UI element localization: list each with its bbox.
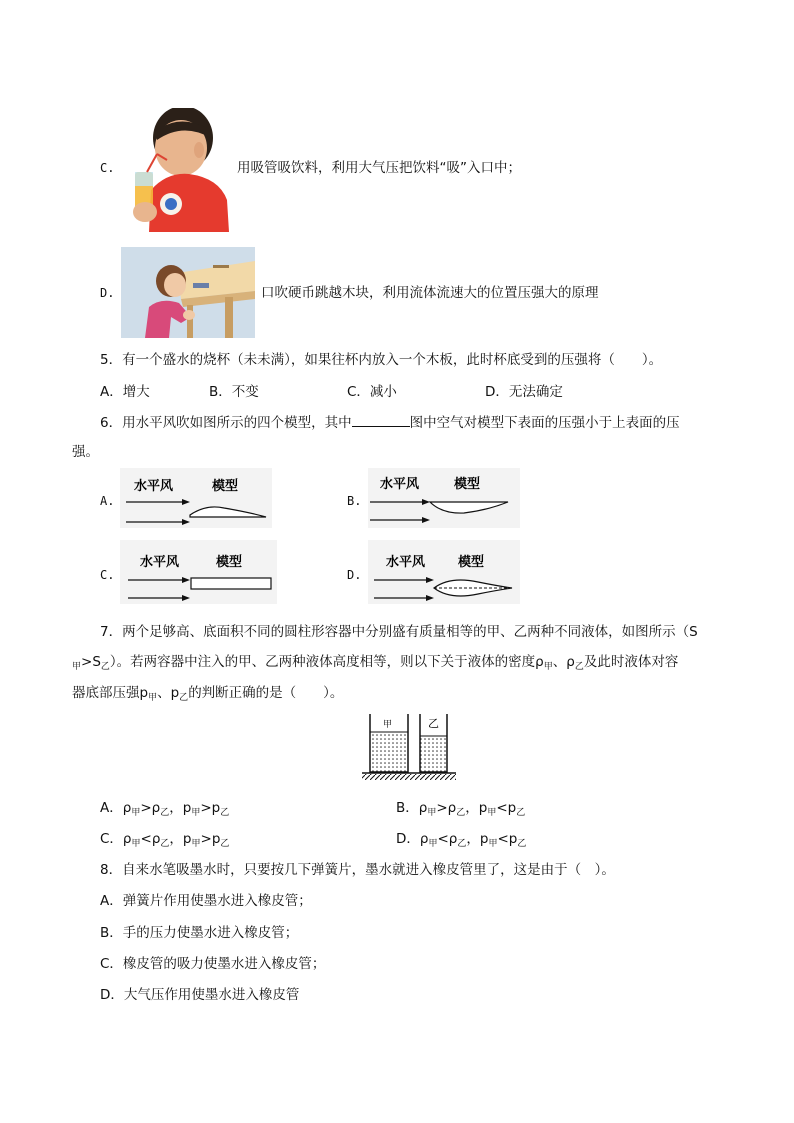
fig-c-label: C. (100, 568, 115, 582)
q5-stem: 5．有一个盛水的烧杯（未未满），如果往杯内放入一个木板，此时杯底受到的压强将（ ）。 (100, 352, 663, 368)
q7-stem-line2: $_甲>S_乙$）。若两容器中注入的甲、乙两种液体高度相等，则以下关于液体的密度$\rho_甲$、$\rho_乙$及此时液体对容 (72, 654, 679, 672)
answer-blank (352, 412, 410, 427)
q5-option-c: C．减小 (347, 384, 397, 400)
q8-option-d: D．大气压作用使墨水进入橡皮管 (100, 987, 300, 1003)
q7-option-b: B．$\rho_甲>\rho_乙$，$p_甲<p_乙$ (396, 800, 526, 818)
q5-option-b: B．不变 (209, 384, 259, 400)
q8-option-c: C．橡皮管的吸力使墨水进入橡皮管； (100, 956, 326, 972)
containers-figure (360, 710, 458, 784)
q7-stem-line3: 器底部压强$p_甲$、$p_乙$的判断正确的是（ ）。 (72, 685, 344, 703)
model-label: 模型 (216, 555, 243, 570)
fig-a-label: A. (100, 494, 115, 508)
girl-blowing-coin-image (121, 247, 255, 338)
wind-label: 水平风 (134, 479, 174, 494)
option-c-label: C. (100, 161, 115, 175)
q8-option-a: A．弹簧片作用使墨水进入橡皮管； (100, 893, 312, 909)
boy-drinking-image (127, 108, 229, 232)
rectangular-model (191, 578, 271, 589)
model-label: 模型 (212, 479, 239, 494)
fig-d-label: D. (347, 568, 362, 582)
model-label: 模型 (454, 477, 481, 492)
inverted-airfoil-model (430, 502, 508, 513)
model-figure-b (368, 468, 520, 528)
q7-option-c: C．$\rho_甲<\rho_乙$，$p_甲>p_乙$ (100, 831, 230, 849)
q8-stem: 8．自来水笔吸墨水时，只要按几下弹簧片，墨水就进入橡皮管里了，这是由于（ ）。 (100, 862, 615, 878)
wind-label: 水平风 (140, 555, 180, 570)
q6-stem-part2: 图中空气对模型下表面的压强小于上表面的压 (409, 415, 680, 431)
airfoil-model (190, 507, 266, 517)
model-label: 模型 (458, 555, 485, 570)
q5-option-d: D．无法确定 (485, 384, 563, 400)
q8-option-b: B．手的压力使墨水进入橡皮管； (100, 925, 299, 941)
model-figure-a (120, 468, 272, 528)
wind-label: 水平风 (380, 477, 420, 492)
q7-option-a: A．$\rho_甲>\rho_乙$，$p_甲>p_乙$ (100, 800, 230, 818)
option-d-label: D. (100, 286, 115, 300)
q6-stem-part1: 6．用水平风吹如图所示的四个模型，其中 (100, 415, 352, 431)
q7-option-d: D．$\rho_甲<\rho_乙$，$p_甲<p_乙$ (396, 831, 527, 849)
fig-b-label: B. (347, 494, 362, 508)
model-figure-d (368, 540, 520, 604)
option-c-text: 用吸管吸饮料，利用大气压把饮料“吸”入口中； (237, 160, 521, 176)
model-figure-c (120, 540, 277, 604)
q7-stem-line1: 7．两个足够高、底面积不同的圆柱形容器中分别盛有质量相等的甲、乙两种不同液体，如图所示（S (100, 624, 698, 640)
option-d-text: 口吹硬币跳越木块，利用流体流速大的位置压强大的原理 (261, 285, 599, 301)
wind-label: 水平风 (386, 555, 426, 570)
container-label-jia: 甲 (383, 720, 393, 730)
q6-stem-line2: 强。 (72, 444, 99, 460)
container-label-yi: 乙 (428, 717, 439, 730)
q5-option-a: A．增大 (100, 384, 150, 400)
q6-stem-line1 (100, 412, 680, 433)
